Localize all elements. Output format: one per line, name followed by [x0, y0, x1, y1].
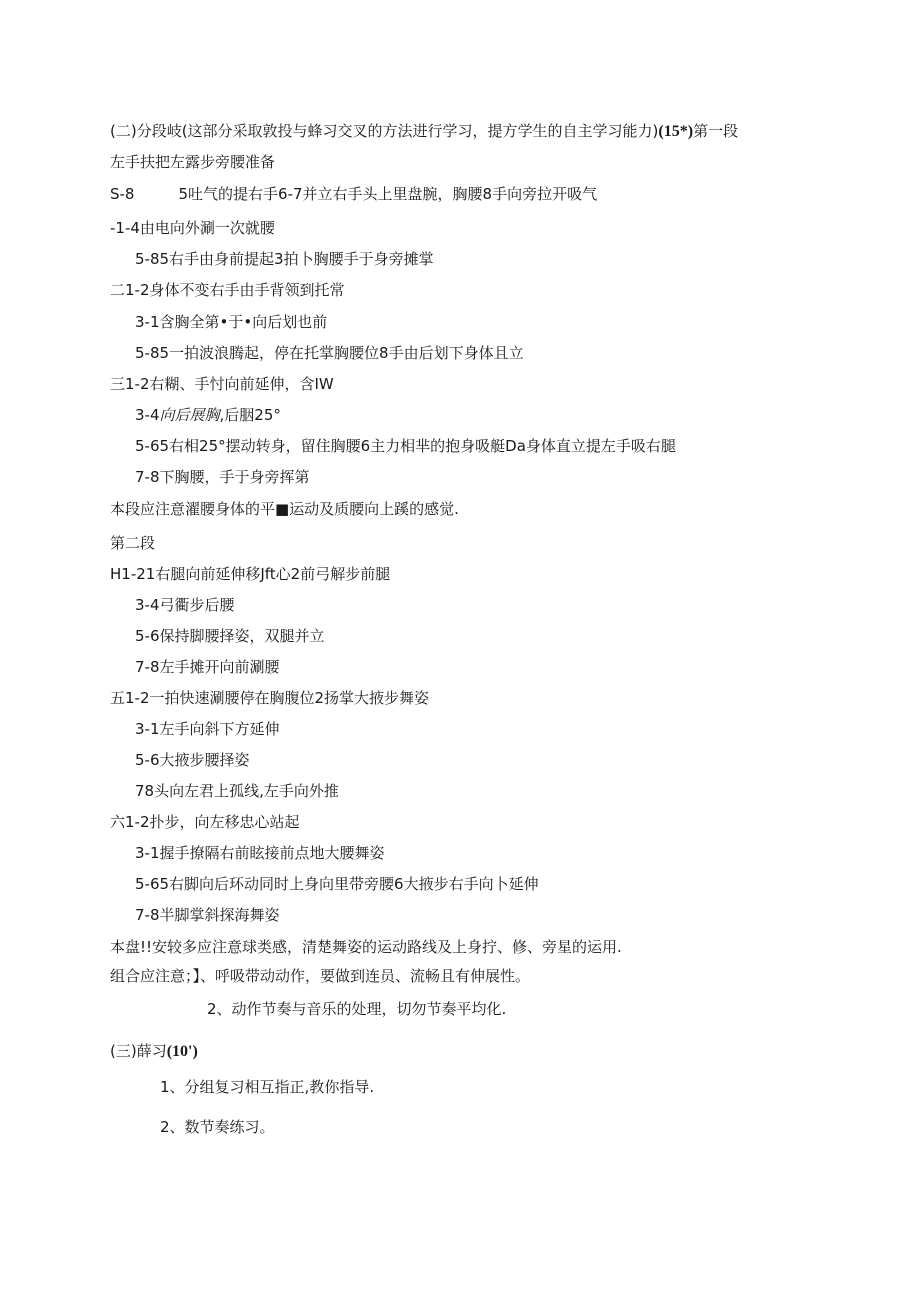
- section-heading-practice: [110, 1041, 198, 1062]
- text-line: 3-1左手向斜下方延伸: [135, 720, 280, 738]
- step-description: 5吐气的提右手6-7并立右手头上里盘腕，胸腰8手向旁拉开吸气: [178, 185, 598, 203]
- list-item: 2、数节奏练习。: [160, 1118, 275, 1136]
- text-line: 5-65右相25°摆动转身，留住胸腰6主力相芈的抱身吸艇Da身体直立提左手吸右腿: [135, 437, 676, 455]
- text-line: 5-65右脚向后环动同时上身向里带旁腰6大掖步右手向卜延伸: [135, 875, 539, 893]
- text-line: [135, 405, 281, 425]
- text-line: H1-21右腿向前延伸移Jft心2前弓解步前腿: [110, 565, 391, 583]
- heading-text: (二)分段岐(这部分采取敦投与蜂习交叉的方法进行学习，提方学生的自主学习能力): [110, 122, 659, 140]
- text-line: 三1-2右糊、手忖向前延伸，含IW: [110, 375, 334, 393]
- text-line: 3-4弓衢步后腰: [135, 596, 235, 614]
- text-line: 5-6大掖步腰择姿: [135, 751, 250, 769]
- text-line: 五1-2一拍快速涮腰停在胸腹位2扬掌大掖步舞姿: [110, 689, 430, 707]
- text-line: 5-85一拍波浪腾起，停在托掌胸腰位8手由后划下身体且立: [135, 344, 524, 362]
- text-line: 二1-2身体不变右手由手背领到托常: [110, 281, 345, 299]
- text-line: 7-8下胸腰，手于身旁挥第: [135, 468, 310, 486]
- italic-phrase: 向后展胸: [159, 406, 220, 424]
- time-allotment: (10'): [166, 1043, 198, 1060]
- count-label: S-8: [110, 185, 135, 203]
- text-line: 本盘!!安较多应注意球类感，清楚舞姿的运动路线及上身拧、修、旁星的运用.: [110, 938, 622, 956]
- text-line: -1-4由电向外涮一次就腰: [110, 219, 275, 237]
- subheading-second-segment: 第二段: [110, 534, 156, 552]
- text-line: 78头向左君上孤线,左手向外推: [135, 782, 339, 800]
- text-line: 六1-2扑步，向左移忠心站起: [110, 813, 300, 831]
- text-line: 2、动作节奏与音乐的处理，切勿节奏平均化.: [207, 1000, 507, 1018]
- heading-text: (三)薛习: [110, 1042, 167, 1060]
- text-line: 本段应注意濯腰身体的平■运动及质腰向上蹊的感觉.: [110, 500, 459, 518]
- text-line: 7-8左手摊开向前涮腰: [135, 658, 280, 676]
- list-item: 1、分组复习相互指正,教你指导.: [160, 1078, 375, 1096]
- text-line: 左手扶把左露步旁腰准备: [110, 153, 276, 171]
- count-label: 3-4: [135, 406, 160, 424]
- section-heading-segmented-learning: [110, 121, 738, 142]
- text-line: 5-85右手由身前提起3拍卜胸腰手于身旁摊掌: [135, 250, 434, 268]
- text-line: 7-8半脚掌斜探海舞姿: [135, 906, 280, 924]
- text-line: 组合应注意；】、呼吸带动动作，要做到连员、流畅且有伸展性。: [110, 967, 531, 985]
- text-line: 3-1握手撩隔右前眩接前点地大腰舞姿: [135, 844, 385, 862]
- text-line: 5-6保持脚腰择姿，双腿并立: [135, 627, 325, 645]
- text-line: [110, 184, 597, 204]
- subheading-first-segment: 第一段: [693, 122, 739, 140]
- text-line: 3-1含胸全第•于•向后划也前: [135, 313, 328, 331]
- time-allotment: (15*): [658, 123, 694, 140]
- step-description: ,后胭25°: [219, 406, 281, 424]
